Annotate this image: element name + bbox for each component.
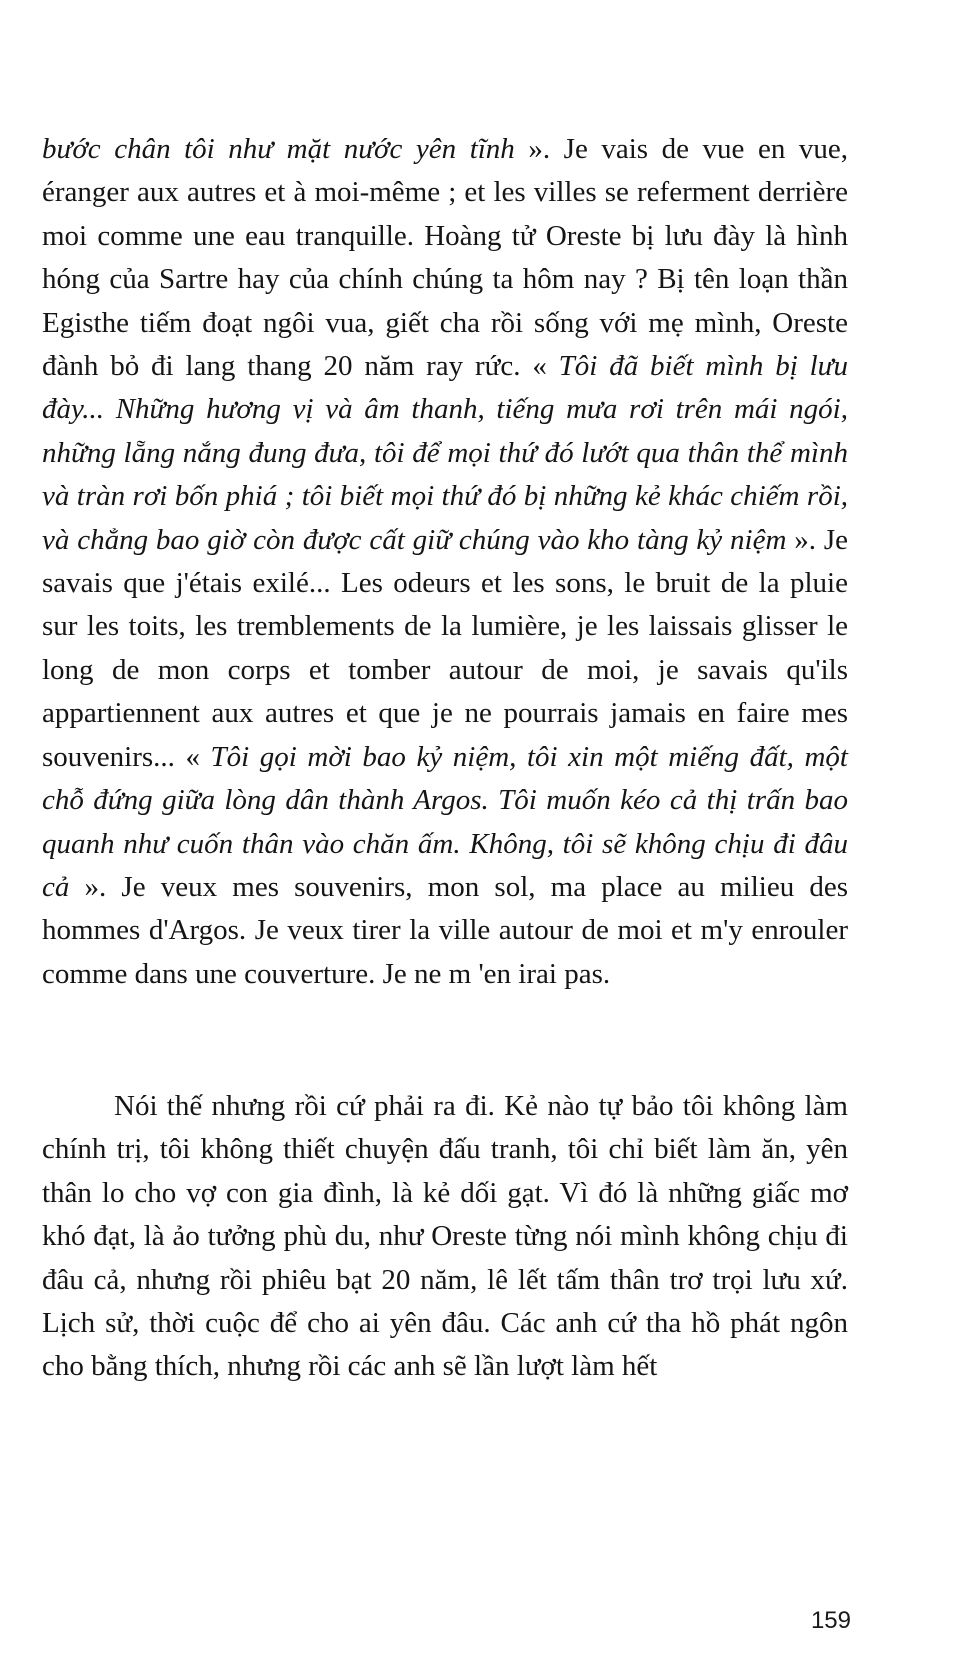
text-run-italic: bước chân tôi như mặt nước yên tĩnh: [42, 133, 515, 165]
paragraph-1: [42, 128, 848, 996]
text-run-italic: Tôi gọi mời bao kỷ niệm, tôi xin một miếng đất, một chỗ đứng giữa lòng dân thành Argos. Tôi muốn kéo cả thị trấn bao quanh như cuốn thân vào chăn ấm. Không, tôi sẽ không chịu đi đâu cả: [42, 740, 848, 903]
text-run: ». Je vais de vue en vue, éranger aux autres et à moi-même ; et les villes se referment derrière moi comme une eau tranquille. Hoàng tử Oreste bị lưu đày là hình hóng của Sartre hay của chính chúng ta hôm nay ? Bị tên loạn thần Egisthe tiếm đoạt ngôi vua, giết cha rồi sống với mẹ mình, Oreste đành bỏ đi lang thang 20 năm ray rức. «: [42, 133, 848, 383]
text-run: ». Je savais que j'étais exilé... Les odeurs et les sons, le bruit de la pluie sur les toits, les tremblements de la lumière, je les laissais glisser le long de mon corps et tomber autour de moi, je savais qu'ils appartiennent aux autres et que je ne pourrais jamais en faire mes souvenirs... «: [42, 523, 848, 773]
text-run: ». Je veux mes souvenirs, mon sol, ma place au milieu des hommes d'Argos. Je veux tirer la ville autour de moi et m'y enrouler comme dans une couverture. Je ne m 'en irai pas.: [42, 870, 848, 990]
page-number: 159: [810, 1607, 851, 1634]
text-run-italic: Tôi đã biết mình bị lưu đày... Những hương vị và âm thanh, tiếng mưa rơi trên mái ngói, những lẵng nắng đung đưa, tôi để mọi thứ đó lướt qua thân thể mình và tràn rơi bốn phiá ; tôi biết mọi thứ đó bị những kẻ khác chiếm rồi, và chẳng bao giờ còn được cất giữ chúng vào kho tàng kỷ niệm: [42, 350, 848, 556]
paragraph-2: Nói thế nhưng rồi cứ phải ra đi. Kẻ nào tự bảo tôi không làm chính trị, tôi không thiết chuyện đấu tranh, tôi chỉ biết làm ăn, yên thân lo cho vợ con gia đình, là kẻ dối gạt. Vì đó là những giấc mơ khó đạt, là ảo tưởng phù du, như Oreste từng nói mình không chịu đi đâu cả, nhưng rồi phiêu bạt 20 năm, lê lết tấm thân trơ trọi lưu xứ. Lịch sử, thời cuộc để cho ai yên đâu. Các anh cứ tha hồ phát ngôn cho bằng thích, nhưng rồi các anh sẽ lần lượt làm hết: [42, 1090, 848, 1383]
